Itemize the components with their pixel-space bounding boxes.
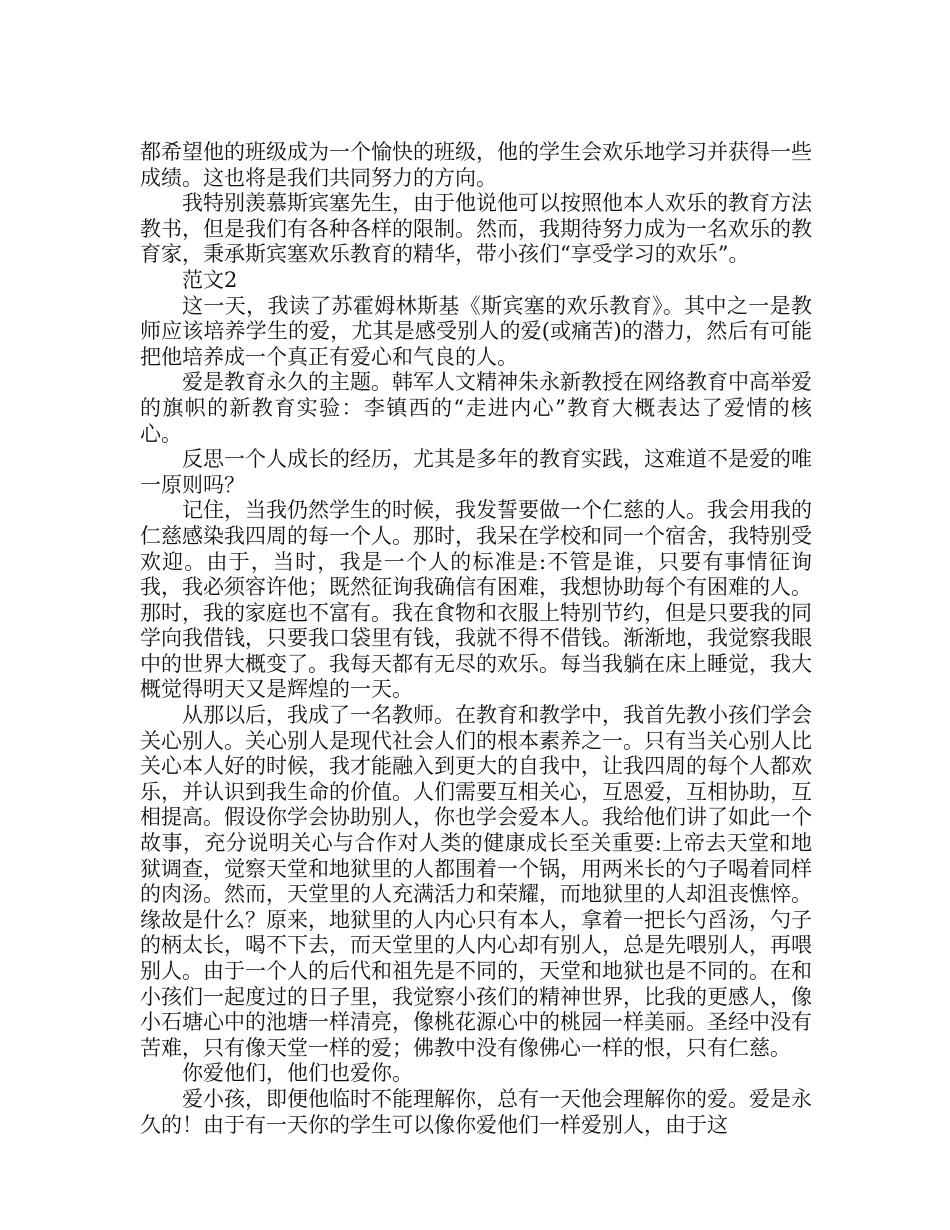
paragraph: 这一天，我读了苏霍姆林斯基《斯宾塞的欢乐教育》。其中之一是教师应该培养学生的爱，尤其是感受别人的爱(或痛苦)的潜力，然后有可能把他培养成一个真正有爱心和气良的人。 [140,293,812,369]
paragraph: 我特别羡慕斯宾塞先生，由于他说他可以按照他本人欢乐的教育方法教书，但是我们有各种各样的限制。然而，我期待努力成为一名欢乐的教育家，秉承斯宾塞欢乐教育的精华，带小孩们“享受学习的欢乐”。 [140,191,812,267]
paragraph: 爱小孩，即便他临时不能理解你，总有一天他会理解你的爱。爱是永久的！由于有一天你的学生可以像你爱他们一样爱别人，由于这 [140,1086,812,1137]
document-body [140,140,812,1138]
section-heading: 范文2 [182,267,238,292]
paragraph-continued: 都希望他的班级成为一个愉快的班级，他的学生会欢乐地学习并获得一些成绩。这也将是我们共同努力的方向。 [140,140,812,190]
paragraph: 记住，当我仍然学生的时候，我发誓要做一个仁慈的人。我会用我的仁慈感染我四周的每一个人。那时，我呆在学校和同一个宿舍，我特别受欢迎。由于，当时，我是一个人的标准是:不管是谁，只要有事情征询我，我必须容许他；既然征询我确信有困难，我想协助每个有困难的人。那时，我的家庭也不富有。我在食物和衣服上特别节约，但是只要我的同学向我借钱，只要我口袋里有钱，我就不得不借钱。渐渐地，我觉察我眼中的世界大概变了。我每天都有无尽的欢乐。每当我躺在床上睡觉，我大概觉得明天又是辉煌的一天。 [140,498,812,702]
paragraph: 你爱他们，他们也爱你。 [182,1061,413,1086]
paragraph: 爱是教育永久的主题。韩军人文精神朱永新教授在网络教育中高举爱的旗帜的新教育实验：李镇西的“走进内心”教育大概表达了爱情的核心。 [140,370,812,446]
paragraph: 从那以后，我成了一名教师。在教育和教学中，我首先教小孩们学会关心别人。关心别人是现代社会人们的根本素养之一。只有当关心别人比关心本人好的时候，我才能融入到更大的自我中，让我四周的每个人都欢乐，并认识到我生命的价值。人们需要互相关心，互恩爱，互相协助，互相提高。假设你学会协助别人，你也学会爱本人。我给他们讲了如此一个故事，充分说明关心与合作对人类的健康成长至关重要:上帝去天堂和地狱调查，觉察天堂和地狱里的人都围着一个锅，用两米长的勺子喝着同样的肉汤。然而，天堂里的人充满活力和荣耀，而地狱里的人却沮丧憔悴。缘故是什么？原来，地狱里的人内心只有本人，拿着一把长勺舀汤，勺子的柄太长，喝不下去，而天堂里的人内心却有别人，总是先喂别人，再喂别人。由于一个人的后代和祖先是不同的，天堂和地狱也是不同的。在和小孩们一起度过的日子里，我觉察小孩们的精神世界，比我的更感人，像小石塘心中的池塘一样清亮，像桃花源心中的桃园一样美丽。圣经中没有苦难，只有像天堂一样的爱；佛教中没有像佛心一样的恨，只有仁慈。 [140,703,812,1060]
paragraph: 反思一个人成长的经历，尤其是多年的教育实践，这难道不是爱的唯一原则吗？ [140,447,812,497]
